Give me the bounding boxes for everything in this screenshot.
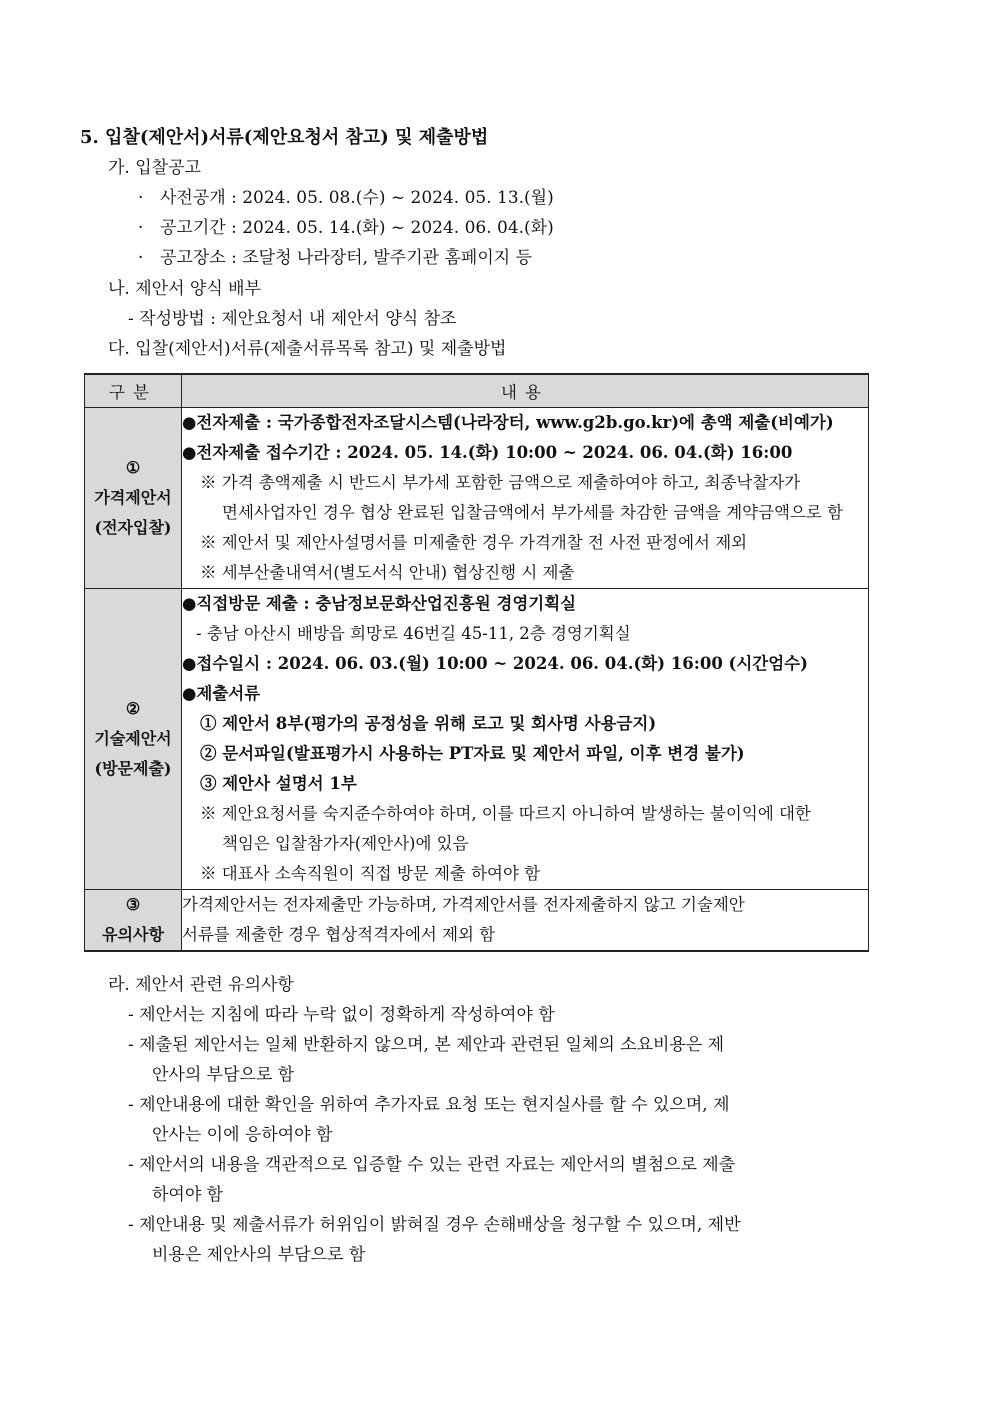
da-heading: 다. 입찰(제안서)서류(제출서류목록 참고) 및 제출방법 [108,339,507,359]
content-line: ① 제안서 8부(평가의 공정성을 위해 로고 및 회사명 사용금지) [200,714,657,733]
content-line: ※ 가격 총액제출 시 반드시 부가세 포함한 금액으로 제출하여야 하고, 최종낙찰자가 [200,473,801,492]
ra-item: - 제출된 제안서는 일체 반환하지 않으며, 본 제안과 관련된 일체의 소요비용은 제 [128,1035,725,1055]
table-row-notes [85,890,869,952]
content-line: ※ 세부산출내역서(별도서식 안내) 협상진행 시 제출 [200,563,575,582]
ga-item-2: · 공고기간 : 2024. 05. 14.(화) ~ 2024. 06. 04.(화) [138,218,554,238]
content-line: ② 문서파일(발표평가시 사용하는 PT자료 및 제안서 파일, 이후 변경 불가) [200,744,745,763]
table-row-price [85,408,869,589]
content-line: ●전자제출 : 국가종합전자조달시스템(나라장터, www.g2b.go.kr)에 총액 제출(비예가) [182,413,834,432]
content-line: - 충남 아산시 배방읍 희망로 46번길 45-11, 2층 경영기획실 [196,624,631,643]
ra-item: - 제안내용에 대한 확인을 위하여 추가자료 요청 또는 현지실사를 할 수 있으며, 제 [128,1095,730,1115]
bullet-dot: · [138,248,144,268]
content-tech [182,589,869,890]
na-item: - 작성방법 : 제안요청서 내 제안서 양식 참조 [128,309,457,329]
row-sublabel: (전자입찰) [94,518,172,537]
bullet-dot: · [138,218,144,238]
content-line: ※ 제안요청서를 숙지준수하여야 하며, 이를 따르지 아니하여 발생하는 불이익에 대한 [200,804,811,823]
row-number: ② [125,699,141,718]
ra-item: - 제안내용 및 제출서류가 허위임이 밝혀질 경우 손해배상을 청구할 수 있으며, 제반 [128,1215,741,1235]
content-line: ※ 제안서 및 제안사설명서를 미제출한 경우 가격개찰 전 사전 판정에서 제외 [200,533,748,552]
ga-item-1: · 사전공개 : 2024. 05. 08.(수) ~ 2024. 05. 13.(월) [138,188,554,208]
content-line: ●접수일시 : 2024. 06. 03.(월) 10:00 ~ 2024. 06. 04.(화) 16:00 (시간엄수) [182,654,808,673]
content-line: 가격제안서는 전자제출만 가능하며, 가격제안서를 전자제출하지 않고 기술제안 [182,895,745,914]
gubun-price [85,408,182,589]
header-content: 내용 [182,374,869,408]
table-header-row [85,374,869,408]
row-label: 유의사항 [102,925,164,944]
content-price [182,408,869,589]
header-gubun: 구분 [85,374,182,408]
row-sublabel: (방문제출) [94,759,172,778]
content-line: ●전자제출 접수기간 : 2024. 05. 14.(화) 10:00 ~ 2024. 06. 04.(화) 16:00 [182,443,793,462]
content-line: 책임은 입찰참가자(제안사)에 있음 [222,834,469,853]
bullet-dot: · [138,188,144,208]
ra-heading: 라. 제안서 관련 유의사항 [108,975,294,995]
gubun-notes [85,890,182,952]
row-label: 가격제안서 [94,488,172,507]
gubun-tech [85,589,182,890]
table-row-tech [85,589,869,890]
row-label: 기술제안서 [94,729,172,748]
ra-item-cont: 비용은 제안사의 부담으로 함 [152,1245,366,1265]
row-number: ③ [125,895,141,914]
content-line: 서류를 제출한 경우 협상적격자에서 제외 함 [182,925,496,944]
content-notes [182,890,869,952]
submission-table [84,373,869,952]
ra-item: - 제안서는 지침에 따라 누락 없이 정확하게 작성하여야 함 [128,1005,555,1025]
content-line: ③ 제안사 설명서 1부 [200,774,357,793]
row-number: ① [125,458,141,477]
ra-item-cont: 안사의 부담으로 함 [152,1065,295,1085]
ga-heading: 가. 입찰공고 [108,158,201,178]
content-line: 면세사업자인 경우 협상 완료된 입찰금액에서 부가세를 차감한 금액을 계약금액으로 함 [222,503,844,522]
section-title: 5. 입찰(제안서)서류(제안요청서 참고) 및 제출방법 [80,127,489,148]
ga-item-3: · 공고장소 : 조달청 나라장터, 발주기관 홈페이지 등 [138,248,532,268]
ra-item-cont: 하여야 함 [152,1185,224,1205]
na-heading: 나. 제안서 양식 배부 [108,279,261,299]
ra-item: - 제안서의 내용을 객관적으로 입증할 수 있는 관련 자료는 제안서의 별첨으로 제출 [128,1155,736,1175]
content-line: ●직접방문 제출 : 충남정보문화산업진흥원 경영기획실 [182,594,577,613]
content-line: ※ 대표사 소속직원이 직접 방문 제출 하여야 함 [200,864,541,883]
content-line: ●제출서류 [182,684,261,703]
ra-item-cont: 안사는 이에 응하여야 함 [152,1125,333,1145]
